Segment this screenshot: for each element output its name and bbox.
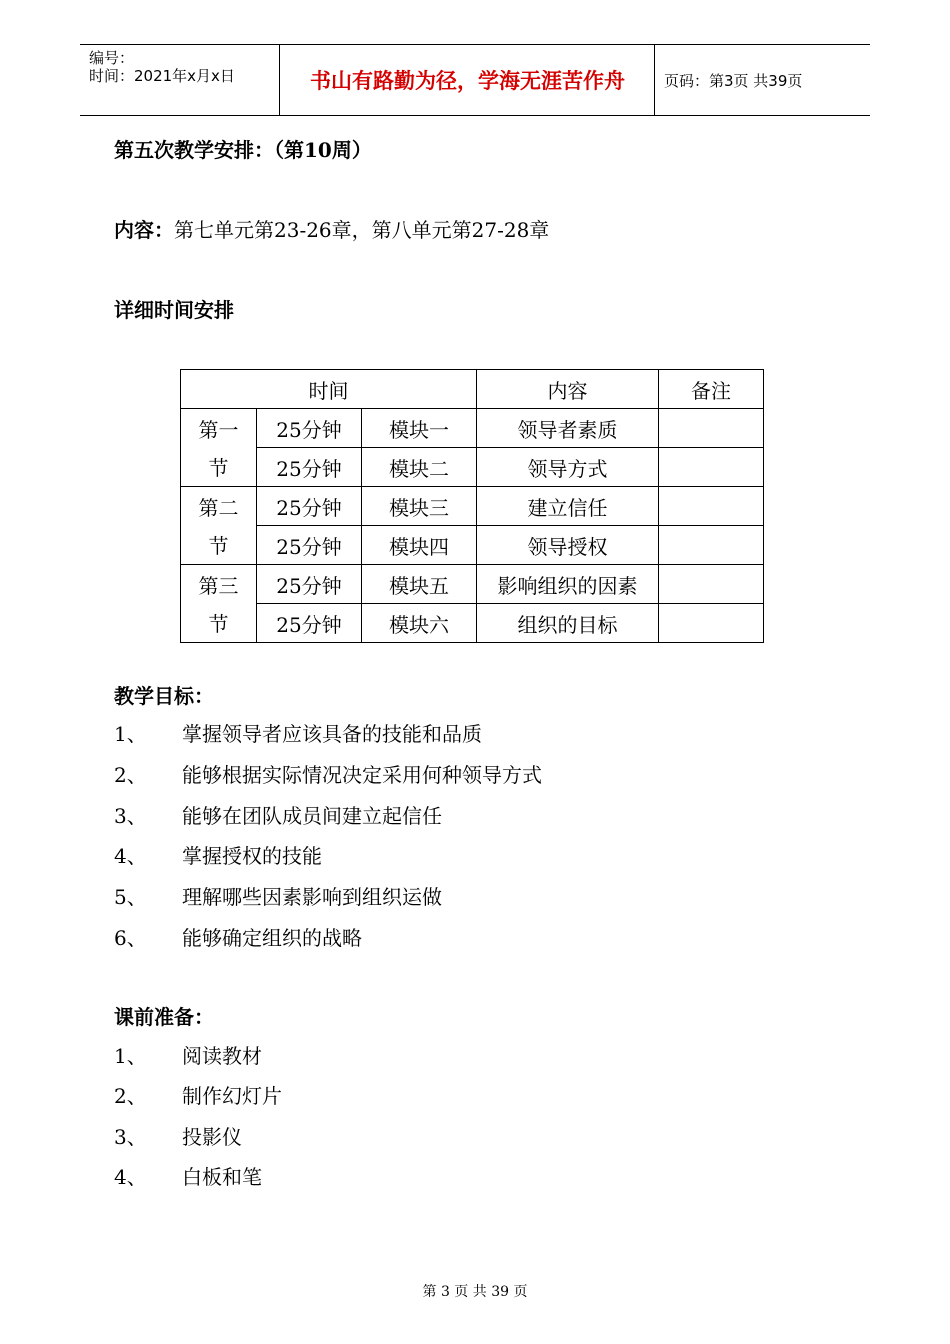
header-notes: 备注	[659, 370, 764, 409]
note-cell	[659, 526, 764, 565]
section-label-bottom: 节	[181, 604, 257, 643]
list-item	[114, 1040, 262, 1069]
header-motto-cell	[281, 45, 655, 115]
module-cell: 模块四	[362, 526, 477, 565]
topic-cell: 领导授权	[477, 526, 659, 565]
page-footer: 第 3 页 共 39 页	[422, 1284, 528, 1300]
header-info-cell	[80, 45, 280, 115]
topic-cell: 领导者素质	[477, 409, 659, 448]
list-text: 理解哪些因素影响到组织运做	[182, 885, 442, 909]
list-number: 1、	[114, 722, 147, 746]
page-title: 第五次教学安排：（第10周）	[114, 138, 372, 162]
objectives-heading: 教学目标：	[114, 684, 214, 708]
list-text: 能够确定组织的战略	[182, 926, 362, 950]
table-row	[181, 448, 764, 487]
topic-cell: 影响组织的因素	[477, 565, 659, 604]
list-text: 能够根据实际情况决定采用何种领导方式	[182, 763, 542, 787]
topic-cell: 组织的目标	[477, 604, 659, 643]
list-text: 掌握授权的技能	[182, 844, 322, 868]
list-text: 白板和笔	[182, 1165, 262, 1189]
list-item	[114, 1080, 282, 1109]
header-page-cell	[655, 45, 870, 115]
section-label-bottom: 节	[181, 526, 257, 565]
list-text: 阅读教材	[182, 1044, 262, 1068]
list-item	[114, 800, 442, 829]
table-row	[181, 487, 764, 526]
duration-cell: 25分钟	[257, 409, 362, 448]
header-number-label: 编号：	[89, 49, 135, 67]
header-time: 时间	[181, 370, 477, 409]
list-number: 6、	[114, 926, 147, 950]
duration-cell: 25分钟	[257, 526, 362, 565]
table-row	[181, 565, 764, 604]
list-number: 1、	[114, 1044, 147, 1068]
note-cell	[659, 448, 764, 487]
table-header-row	[181, 370, 764, 409]
list-number: 3、	[114, 804, 147, 828]
list-item	[114, 1161, 262, 1190]
list-number: 2、	[114, 763, 147, 787]
list-text: 掌握领导者应该具备的技能和品质	[182, 722, 482, 746]
module-cell: 模块三	[362, 487, 477, 526]
section-label-top: 第三	[181, 565, 257, 604]
topic-cell: 建立信任	[477, 487, 659, 526]
duration-cell: 25分钟	[257, 565, 362, 604]
header-date-label: 时间：2021年x月x日	[89, 67, 235, 85]
list-number: 5、	[114, 885, 147, 909]
list-text: 制作幻灯片	[182, 1084, 282, 1108]
table-row	[181, 526, 764, 565]
list-item	[114, 922, 362, 951]
list-number: 4、	[114, 844, 147, 868]
list-text: 投影仪	[182, 1125, 242, 1149]
content-label: 内容：	[114, 218, 174, 242]
note-cell	[659, 487, 764, 526]
page-header	[80, 44, 870, 116]
list-item	[114, 759, 542, 788]
module-cell: 模块二	[362, 448, 477, 487]
note-cell	[659, 604, 764, 643]
section-label-bottom: 节	[181, 448, 257, 487]
topic-cell: 领导方式	[477, 448, 659, 487]
header-content: 内容	[477, 370, 659, 409]
module-cell: 模块六	[362, 604, 477, 643]
preparation-heading: 课前准备：	[114, 1005, 214, 1029]
module-cell: 模块五	[362, 565, 477, 604]
duration-cell: 25分钟	[257, 487, 362, 526]
list-item	[114, 1121, 242, 1150]
list-item	[114, 881, 442, 910]
note-cell	[659, 565, 764, 604]
content-line	[114, 214, 549, 243]
header-page-label: 页码：第3页 共39页	[664, 71, 803, 90]
duration-cell: 25分钟	[257, 448, 362, 487]
schedule-heading: 详细时间安排	[114, 298, 234, 322]
list-text: 能够在团队成员间建立起信任	[182, 804, 442, 828]
list-number: 4、	[114, 1165, 147, 1189]
list-number: 2、	[114, 1084, 147, 1108]
note-cell	[659, 409, 764, 448]
duration-cell: 25分钟	[257, 604, 362, 643]
section-label-top: 第二	[181, 487, 257, 526]
list-item	[114, 840, 322, 869]
section-label-top: 第一	[181, 409, 257, 448]
module-cell: 模块一	[362, 409, 477, 448]
header-motto: 书山有路勤为径，学海无涯苦作舟	[310, 69, 625, 93]
list-item	[114, 718, 482, 747]
content-text: 第七单元第23-26章，第八单元第27-28章	[174, 218, 550, 242]
list-number: 3、	[114, 1125, 147, 1149]
table-row	[181, 604, 764, 643]
table-row	[181, 409, 764, 448]
schedule-table	[180, 369, 764, 643]
